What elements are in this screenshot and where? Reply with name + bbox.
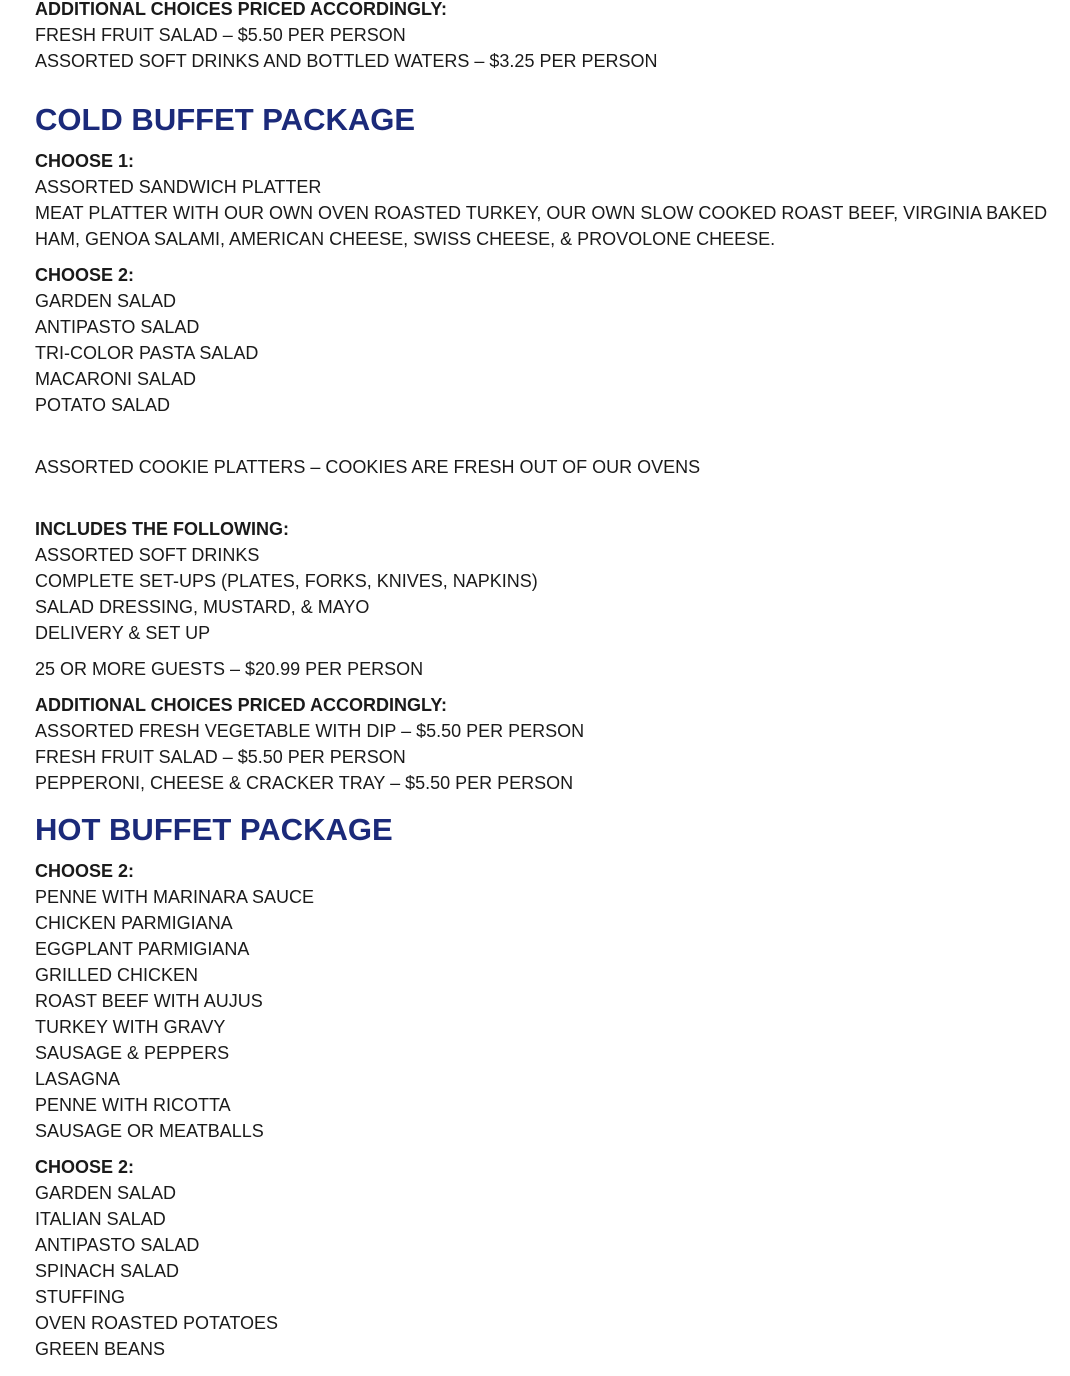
- list-item: COMPLETE SET-UPS (PLATES, FORKS, KNIVES, NAPKINS): [35, 571, 538, 591]
- list-item: ASSORTED SOFT DRINKS AND BOTTLED WATERS – $3.25 PER PERSON: [35, 51, 658, 71]
- list-item: FRESH FRUIT SALAD – $5.50 PER PERSON: [35, 747, 406, 767]
- list-item: ASSORTED SANDWICH PLATTER: [35, 177, 322, 197]
- list-item: ROAST BEEF WITH AUJUS: [35, 991, 263, 1011]
- list-item: ASSORTED FRESH VEGETABLE WITH DIP – $5.50 PER PERSON: [35, 721, 585, 741]
- list-item: DELIVERY & SET UP: [35, 623, 211, 643]
- list-item: GREEN BEANS: [35, 1339, 166, 1359]
- list-item: ASSORTED SOFT DRINKS: [35, 545, 260, 565]
- list-item: TRI-COLOR PASTA SALAD: [35, 343, 259, 363]
- list-item: SALAD DRESSING, MUSTARD, & MAYO: [35, 597, 370, 617]
- additional-choices-heading: ADDITIONAL CHOICES PRICED ACCORDINGLY:: [35, 695, 448, 715]
- list-item: GARDEN SALAD: [35, 1183, 177, 1203]
- hot-buffet-title: HOT BUFFET PACKAGE: [35, 812, 393, 847]
- choose-1-heading: CHOOSE 1:: [35, 151, 135, 171]
- list-item: GRILLED CHICKEN: [35, 965, 199, 985]
- list-item: POTATO SALAD: [35, 395, 171, 415]
- choose-2-heading: CHOOSE 2:: [35, 861, 135, 881]
- list-item: ITALIAN SALAD: [35, 1209, 166, 1229]
- list-item: EGGPLANT PARMIGIANA: [35, 939, 250, 959]
- price-line: 25 OR MORE GUESTS – $20.99 PER PERSON: [35, 659, 424, 679]
- list-item: MACARONI SALAD: [35, 369, 197, 389]
- list-item: FRESH FRUIT SALAD – $5.50 PER PERSON: [35, 25, 406, 45]
- list-item: CHICKEN PARMIGIANA: [35, 913, 233, 933]
- list-item: PENNE WITH MARINARA SAUCE: [35, 887, 315, 907]
- list-item: SAUSAGE & PEPPERS: [35, 1043, 230, 1063]
- choose-2-heading: CHOOSE 2:: [35, 265, 135, 285]
- list-item: ANTIPASTO SALAD: [35, 317, 200, 337]
- list-item: SPINACH SALAD: [35, 1261, 180, 1281]
- list-item: PEPPERONI, CHEESE & CRACKER TRAY – $5.50 PER PERSON: [35, 773, 574, 793]
- list-item: ANTIPASTO SALAD: [35, 1235, 200, 1255]
- menu-document: [35, 0, 1055, 1362]
- list-item: PENNE WITH RICOTTA: [35, 1095, 231, 1115]
- list-item: GARDEN SALAD: [35, 291, 177, 311]
- cold-buffet-title: COLD BUFFET PACKAGE: [35, 102, 416, 137]
- list-item: MEAT PLATTER WITH OUR OWN OVEN ROASTED TURKEY, OUR OWN SLOW COOKED ROAST BEEF, VIRGINIA BAKED HAM, GENOA SALAMI, AMERICAN CHEESE, SWISS CHEESE, & PROVOLONE CHEESE.: [35, 203, 1048, 249]
- list-item: LASAGNA: [35, 1069, 121, 1089]
- list-item: OVEN ROASTED POTATOES: [35, 1313, 279, 1333]
- choose-2-heading: CHOOSE 2:: [35, 1157, 135, 1177]
- cookie-platters: ASSORTED COOKIE PLATTERS – COOKIES ARE FRESH OUT OF OUR OVENS: [35, 457, 701, 477]
- list-item: TURKEY WITH GRAVY: [35, 1017, 226, 1037]
- includes-heading: INCLUDES THE FOLLOWING:: [35, 519, 289, 539]
- additional-choices-heading: ADDITIONAL CHOICES PRICED ACCORDINGLY:: [35, 0, 448, 19]
- list-item: SAUSAGE OR MEATBALLS: [35, 1121, 264, 1141]
- list-item: STUFFING: [35, 1287, 125, 1307]
